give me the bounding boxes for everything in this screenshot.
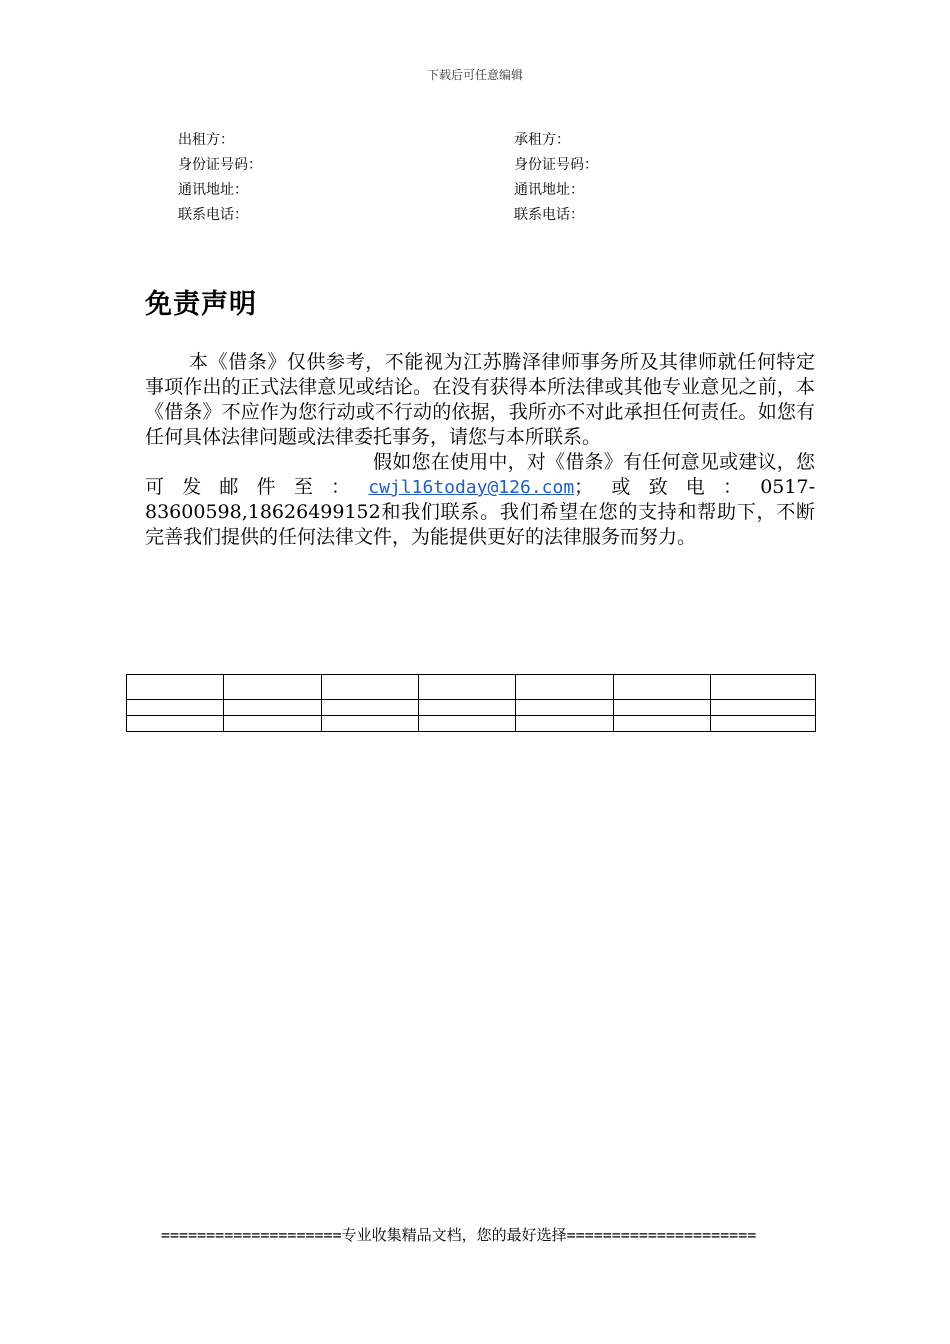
lessor-info	[178, 128, 262, 228]
table-cell	[516, 675, 613, 700]
lessee-label: 承租方：	[514, 132, 570, 148]
disclaimer-paragraph-2	[145, 450, 815, 550]
lessor-address-label: 通讯地址：	[178, 182, 248, 198]
table-cell	[127, 716, 224, 732]
blank-form-table	[126, 674, 816, 732]
table-cell	[613, 716, 710, 732]
disclaimer-paragraph-1: 本《借条》仅供参考，不能视为江苏腾泽律师事务所及其律师就任何特定事项作出的正式法律意见或结论。在没有获得本所法律或其他专业意见之前，本《借条》不应作为您行动或不行动的依据，我所亦不对此承担任何责任。如您有任何具体法律问题或法律委托事务，请您与本所联系。	[145, 351, 815, 448]
paragraph-2-tail: ；或致电：0517-83600598,18626499152和我们联系。我们希望在您的支持和帮助下，不断完善我们提供的任何法律文件，为能提供更好的法律服务而努力。	[145, 476, 815, 548]
table-cell	[711, 700, 816, 716]
header-note: 下载后可任意编辑	[426, 68, 523, 82]
table-cell	[516, 716, 613, 732]
table-cell	[418, 716, 515, 732]
table-cell	[321, 675, 418, 700]
table-cell	[224, 716, 321, 732]
table-cell	[418, 700, 515, 716]
lessee-phone-label: 联系电话：	[514, 207, 584, 223]
table-cell	[224, 675, 321, 700]
paragraph-2-lead: 假如您在使用中，对《借条》有任何意见或建议，您可发邮件至：	[145, 451, 815, 498]
lessee-id-label: 身份证号码：	[514, 157, 598, 173]
table-cell	[711, 716, 816, 732]
table-cell	[516, 700, 613, 716]
email-link[interactable]: cwjl16today@126.com	[368, 477, 575, 498]
table-cell	[224, 700, 321, 716]
table-cell	[613, 700, 710, 716]
table-cell	[321, 700, 418, 716]
table-cell	[613, 675, 710, 700]
lessee-address-label: 通讯地址：	[514, 182, 584, 198]
table-cell	[711, 675, 816, 700]
lessor-label: 出租方：	[178, 132, 234, 148]
lessor-id-label: 身份证号码：	[178, 157, 262, 173]
disclaimer-title: 免责声明	[145, 289, 257, 320]
disclaimer-body	[145, 350, 815, 550]
table-cell	[127, 675, 224, 700]
lessor-phone-label: 联系电话：	[178, 207, 248, 223]
table-row	[127, 675, 816, 700]
table-row	[127, 716, 816, 732]
lessee-info	[514, 128, 598, 228]
table-cell	[321, 716, 418, 732]
table-cell	[418, 675, 515, 700]
table-cell	[127, 700, 224, 716]
footer-banner: ====================专业收集精品文档，您的最好选择=====================	[161, 1226, 757, 1244]
table-row	[127, 700, 816, 716]
